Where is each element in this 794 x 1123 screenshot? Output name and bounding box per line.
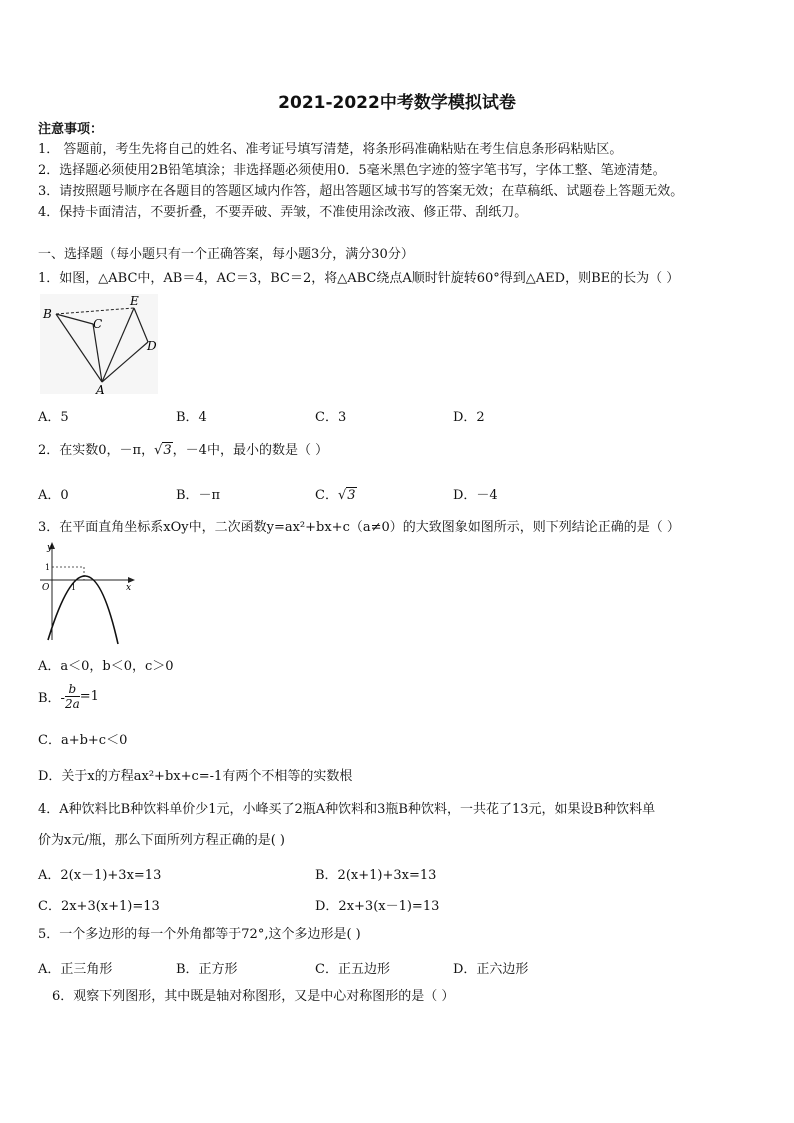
question-4-stem-line-2: 价为x元/瓶，那么下面所列方程正确的是( ) [38, 833, 285, 848]
question-6-stem: 6．观察下列图形，其中既是轴对称图形，又是中心对称图形的是（ ） [52, 989, 455, 1004]
question-1-option-a: A．5 [38, 410, 69, 425]
question-2-option-d: D．－4 [453, 488, 498, 503]
page-title: 2021-2022中考数学模拟试卷 [278, 93, 516, 113]
question-2-stem-radicand: 3 [163, 443, 172, 458]
fraction-numerator: b [65, 682, 80, 697]
question-2-stem-suffix: ，－4中，最小的数是（ ） [172, 443, 329, 458]
question-1-option-b: B．4 [176, 410, 207, 425]
origin-label: O [42, 583, 50, 593]
figure-background [40, 294, 158, 394]
question-5-option-c: C．正五边形 [315, 962, 390, 977]
question-3-option-b [38, 682, 99, 711]
question-2-stem [38, 442, 328, 459]
question-1-figure [38, 292, 164, 398]
question-3-option-d: D．关于x的方程ax²+bx+c=-1有两个不相等的实数根 [38, 769, 353, 784]
question-5-option-d: D．正六边形 [453, 962, 529, 977]
question-2-stem-prefix: 2．在实数0，－π， [38, 443, 155, 458]
question-2-option-c [315, 484, 357, 503]
question-4-option-d: D．2x+3(x－1)=13 [315, 899, 440, 914]
notice-item-3: 3．请按照题号顺序在各题目的答题区域内作答，超出答题区域书写的答案无效；在草稿纸、试题卷上答题无效。 [38, 184, 684, 199]
tick-label-x-1: 1 [71, 583, 77, 592]
notice-item-4: 4．保持卡面清洁，不要折叠，不要弄破、弄皱，不准使用涂改液、修正带、刮纸刀。 [38, 205, 528, 220]
question-3-figure [38, 540, 138, 646]
section-heading: 一、选择题（每小题只有一个正确答案，每小题3分，满分30分） [38, 247, 414, 262]
question-3-option-b-prefix: B．- [38, 691, 65, 706]
notice-heading: 注意事项： [38, 122, 104, 137]
question-5-option-a: A．正三角形 [38, 962, 113, 977]
question-2-option-a: A．0 [38, 488, 69, 503]
question-1-option-c: C．3 [315, 410, 347, 425]
question-3-option-c: C．a+b+c＜0 [38, 733, 128, 748]
label-b: B [43, 307, 52, 321]
notice-item-2: 2．选择题必须使用2B铅笔填涂；非选择题必须使用0．5毫米黑色字迹的签字笔书写，字体工整、笔迹清楚。 [38, 163, 666, 178]
question-4-option-c: C．2x+3(x+1)=13 [38, 899, 160, 914]
label-a: A [96, 383, 105, 397]
question-4-option-a: A．2(x－1)+3x=13 [38, 868, 162, 883]
label-e: E [130, 294, 139, 308]
fraction-denominator: 2a [64, 697, 80, 711]
label-c: C [93, 317, 103, 331]
sqrt-symbol: √ [154, 443, 163, 458]
question-3-stem: 3．在平面直角坐标系xOy中，二次函数y=ax²+bx+c（a≠0）的大致图象如图所示，则下列结论正确的是（ ） [38, 520, 680, 535]
question-5-stem: 5．一个多边形的每一个外角都等于72°,这个多边形是( ) [38, 927, 361, 942]
question-3-option-a: A．a＜0，b＜0，c＞0 [38, 659, 174, 674]
question-2-option-c-label: C． [315, 488, 338, 503]
question-2-option-c-radicand: 3 [347, 488, 356, 503]
axis-label-y: y [47, 543, 53, 553]
tick-label-y-1: 1 [45, 563, 51, 572]
question-3-option-b-suffix: =1 [79, 689, 99, 704]
question-4-option-b: B．2(x+1)+3x=13 [315, 868, 437, 883]
question-1-option-d: D．2 [453, 410, 485, 425]
question-1-stem: 1．如图，△ABC中，AB＝4，AC＝3，BC＝2，将△ABC绕点A顺时针旋转60°得到△AED，则BE的长为（ ） [38, 271, 680, 286]
sqrt-symbol: √ [337, 488, 347, 503]
label-d: D [147, 339, 157, 353]
fraction [65, 682, 80, 711]
parabola-curve [48, 576, 118, 644]
axis-label-x: x [126, 583, 132, 593]
question-4-stem-line-1: 4．A种饮料比B种饮料单价少1元，小峰买了2瓶A种饮料和3瓶B种饮料，一共花了13元，如果设B种饮料单 [38, 802, 656, 817]
notice-item-1: 1． 答题前，考生先将自己的姓名、准考证号填写清楚，将条形码准确粘贴在考生信息条形码粘贴区。 [38, 142, 623, 157]
question-2-option-b: B．－π [176, 488, 221, 503]
question-5-option-b: B．正方形 [176, 962, 238, 977]
